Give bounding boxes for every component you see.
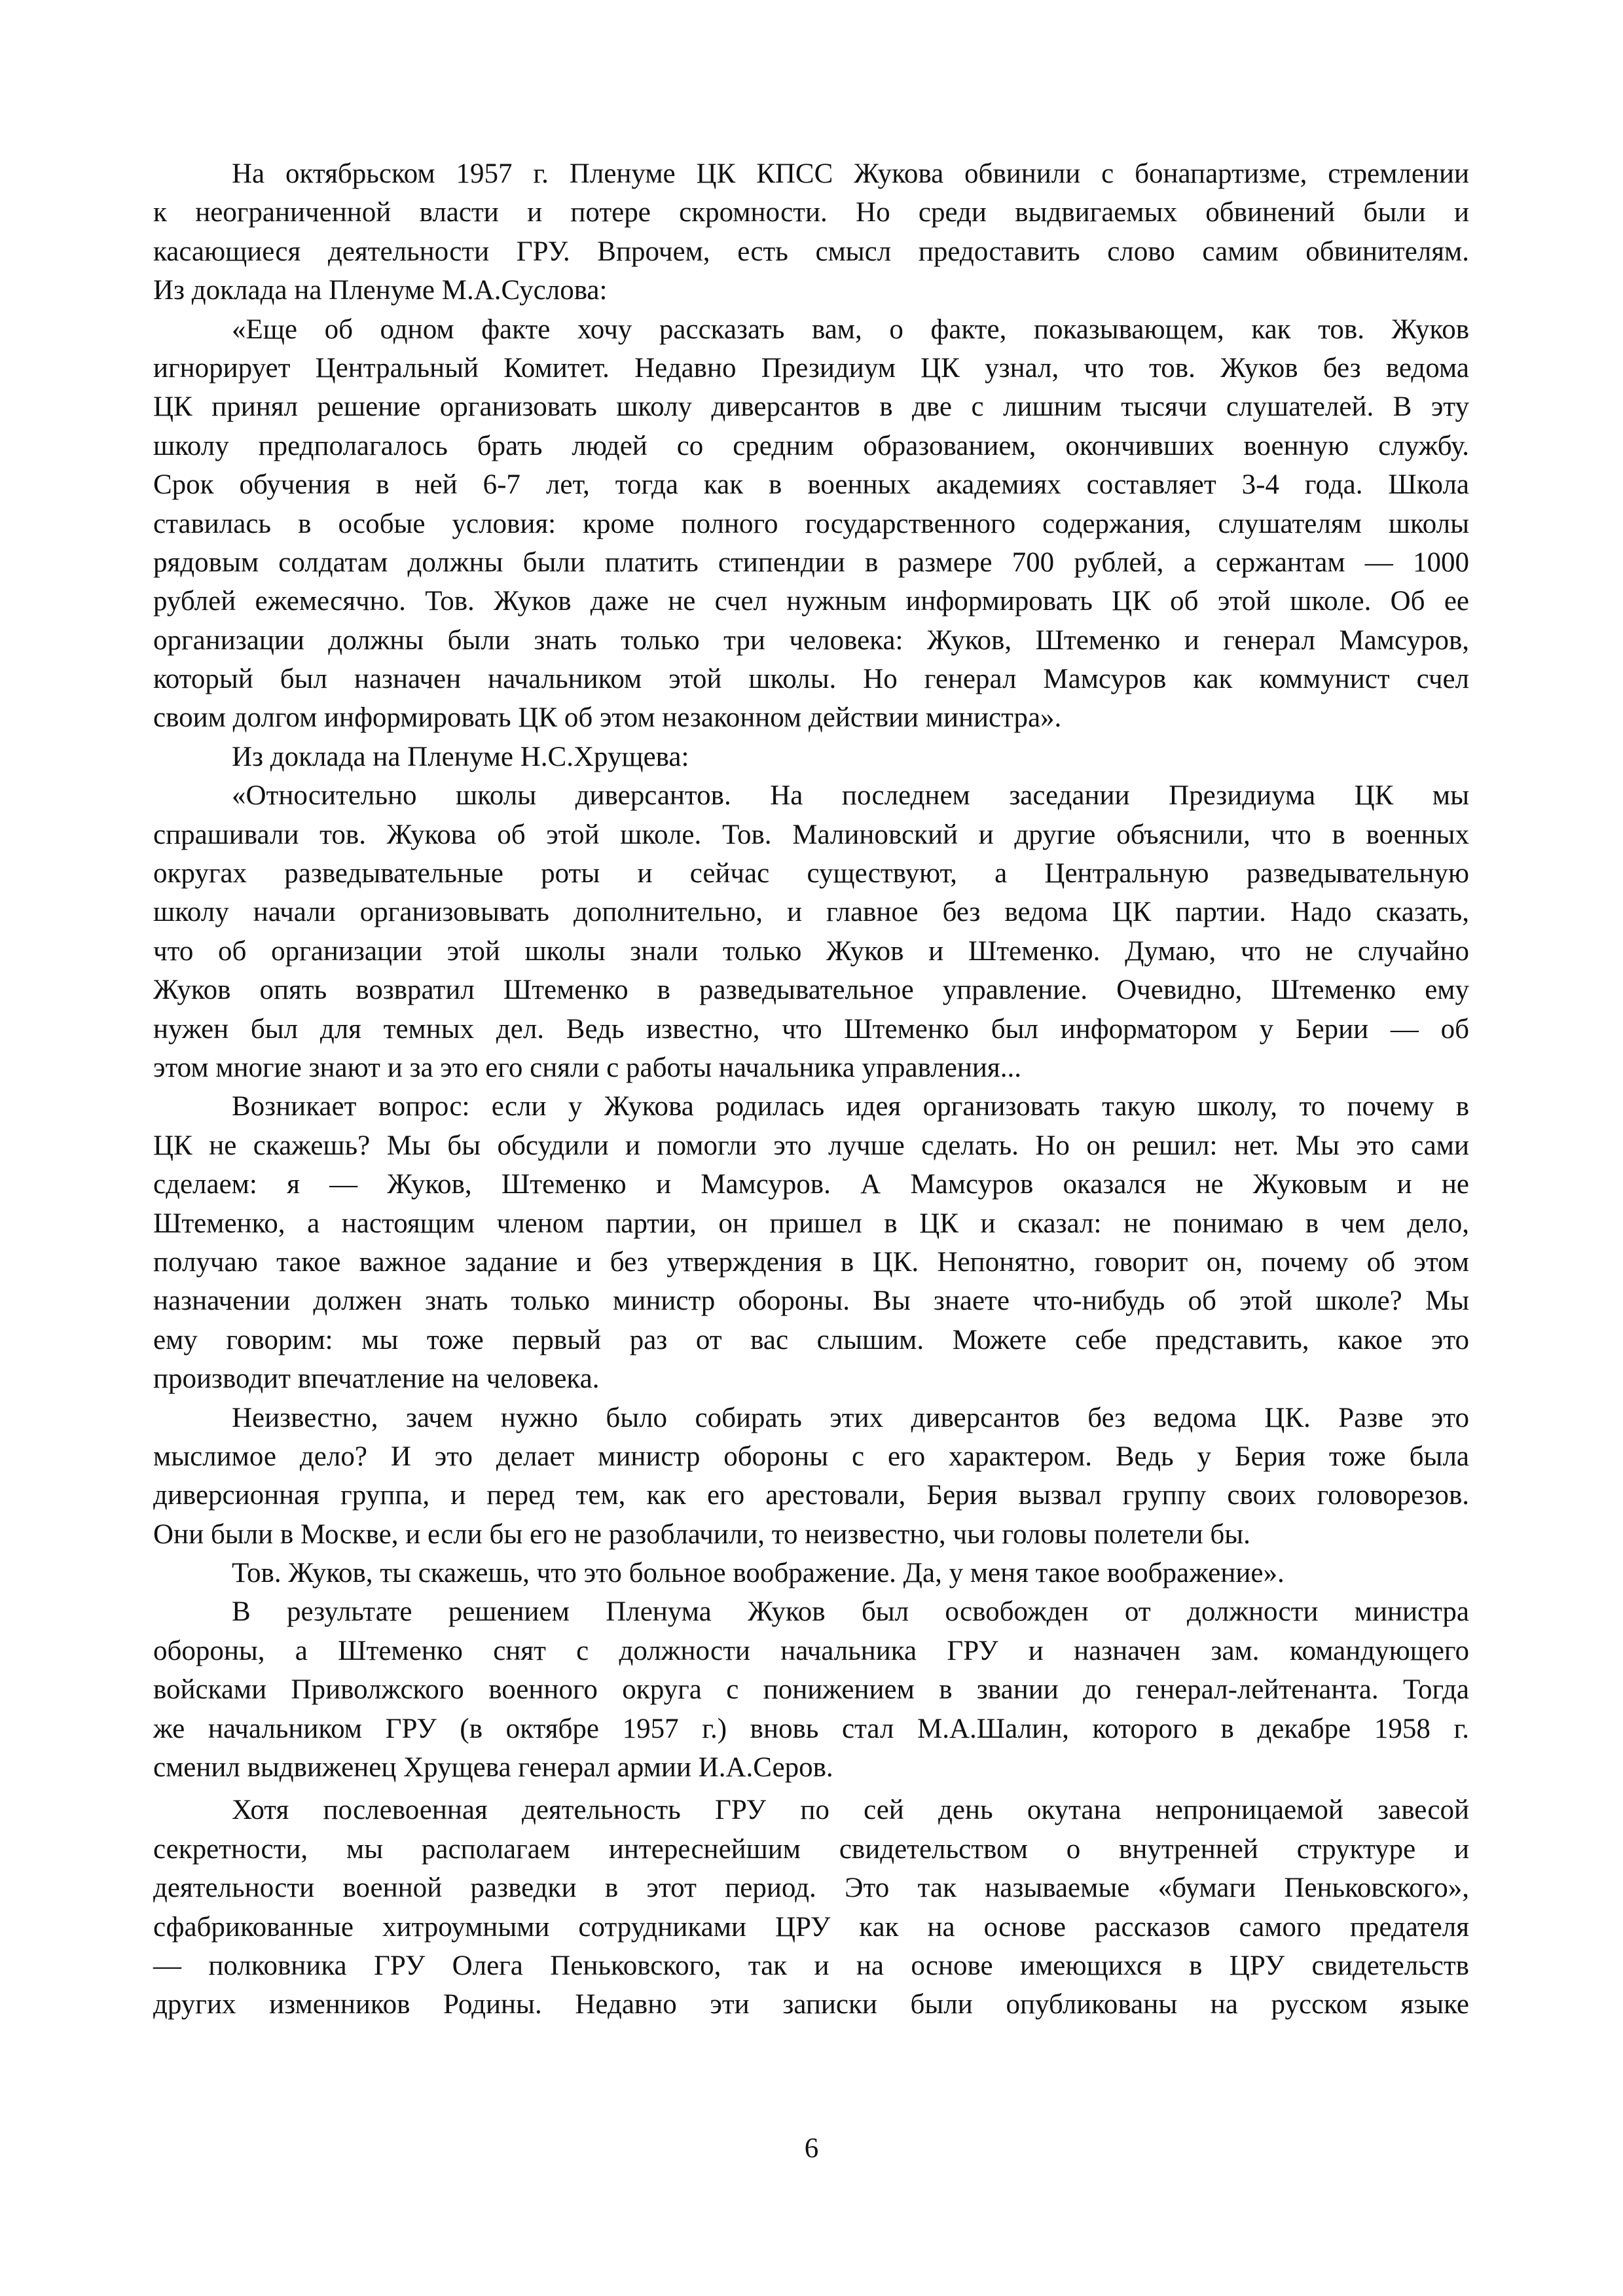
text-line: касающиеся деятельности ГРУ. Впрочем, есть смысл предоставить слово самим обвинителям.: [153, 236, 1469, 267]
text-line: сфабрикованные хитроумными сотрудниками ЦРУ как на основе рассказов самого предателя: [153, 1911, 1469, 1943]
text-line: же начальником ГРУ (в октябре 1957 г.) вновь стал М.А.Шалин, которого в декабре 1958 г.: [153, 1713, 1469, 1744]
body-text: [153, 154, 1469, 2024]
text-line: нужен был для темных дел. Ведь известно, что Штеменко был информатором у Берии — об: [153, 1013, 1469, 1045]
text-line: Срок обучения в ней 6-7 лет, тогда как в военных академиях составляет 3-4 года. Школа: [153, 469, 1469, 501]
text-line: войсками Приволжского военного округа с понижением в звании до генерал-лейтенанта. Тогда: [153, 1674, 1469, 1706]
text-line: ЦК принял решение организовать школу диверсантов в две с лишним тысячи слушателей. В эту: [153, 391, 1469, 423]
text-line: округах разведывательные роты и сейчас существуют, а Центральную разведывательную: [153, 858, 1469, 889]
paragraph: [153, 1592, 1469, 1787]
text-line: секретности, мы располагаем интереснейшим свидетельством о внутренней структуре и: [153, 1833, 1469, 1865]
text-line: На октябрьском 1957 г. Пленуме ЦК КПСС Жукова обвинили с бонапартизме, стремлении: [232, 158, 1469, 189]
paragraph: [153, 1791, 1469, 2024]
text-line: ставилась в особые условия: кроме полного государственного содержания, слушателям школы: [153, 508, 1469, 539]
text-line: — полковника ГРУ Олега Пеньковского, так и на основе имеющихся в ЦРУ свидетельств: [153, 1950, 1469, 1981]
text-line: сменил выдвиженец Хрущева генерал армии И.А.Серов.: [153, 1752, 833, 1784]
text-line: обороны, а Штеменко снят с должности начальника ГРУ и назначен зам. командующего: [153, 1635, 1469, 1666]
text-line: деятельности военной разведки в этот период. Это так называемые «бумаги Пеньковского»,: [153, 1873, 1469, 1904]
paragraph: [153, 776, 1469, 1087]
text-line: Возникает вопрос: если у Жукова родилась идея организовать такую школу, то почему в: [232, 1091, 1469, 1122]
text-line: «Еще об одном факте хочу рассказать вам, о факте, показывающем, как тов. Жуков: [232, 314, 1469, 345]
paragraph: [153, 738, 1469, 776]
text-line: этом многие знают и за это его сняли с работы начальника управления...: [153, 1052, 1021, 1083]
text-line: Из доклада на Пленуме М.А.Суслова:: [153, 275, 608, 306]
text-line: школу начали организовывать дополнительно, и главное без ведома ЦК партии. Надо сказать,: [153, 897, 1469, 928]
text-line: Неизвестно, зачем нужно было собирать этих диверсантов без ведома ЦК. Разве это: [232, 1402, 1469, 1433]
paragraph: [153, 310, 1469, 738]
paragraph: [153, 1399, 1469, 1554]
text-line: мыслимое дело? И это делает министр обороны с его характером. Ведь у Берия тоже была: [153, 1441, 1469, 1472]
text-line: Хотя послевоенная деятельность ГРУ по сей день окутана непроницаемой завесой: [232, 1795, 1469, 1826]
text-line: Тов. Жуков, ты скажешь, что это больное воображение. Да, у меня такое воображение».: [232, 1558, 1285, 1589]
text-line: рядовым солдатам должны были платить стипендии в размере 700 рублей, а сержантам — 1000: [153, 547, 1469, 578]
text-line: к неограниченной власти и потере скромности. Но среди выдвигаемых обвинений были и: [153, 197, 1469, 228]
text-line: организации должны были знать только три человека: Жуков, Штеменко и генерал Мамсуров,: [153, 624, 1469, 656]
text-line: производит впечатление на человека.: [153, 1363, 600, 1395]
page-number: 6: [804, 2133, 819, 2164]
text-line: Из доклада на Пленуме Н.С.Хрущева:: [232, 741, 689, 772]
text-line: других изменников Родины. Недавно эти записки были опубликованы на русском языке: [153, 1989, 1469, 2020]
text-line: Штеменко, а настоящим членом партии, он пришел в ЦК и сказал: не понимаю в чем дело,: [153, 1208, 1469, 1239]
paragraph: [153, 1087, 1469, 1398]
text-line: Жуков опять возвратил Штеменко в разведывательное управление. Очевидно, Штеменко ему: [153, 975, 1469, 1006]
text-line: диверсионная группа, и перед тем, как его арестовали, Берия вызвал группу своих головорезов.: [153, 1480, 1469, 1511]
text-line: который был назначен начальником этой школы. Но генерал Мамсуров как коммунист счел: [153, 664, 1469, 695]
text-line: Они были в Москве, и если бы его не разоблачили, то неизвестно, чьи головы полетели бы.: [153, 1518, 1250, 1550]
paragraph: [153, 1554, 1469, 1592]
text-line: В результате решением Пленума Жуков был освобожден от должности министра: [232, 1596, 1469, 1628]
text-line: что об организации этой школы знали только Жуков и Штеменко. Думаю, что не случайно: [153, 935, 1469, 967]
text-line: своим долгом информировать ЦК об этом незаконном действии министра».: [153, 702, 1062, 734]
text-line: рублей ежемесячно. Тов. Жуков даже не счел нужным информировать ЦК об этой школе. Об ее: [153, 586, 1469, 617]
text-line: игнорирует Центральный Комитет. Недавно Президиум ЦК узнал, что тов. Жуков без ведома: [153, 352, 1469, 384]
text-line: ему говорим: мы тоже первый раз от вас слышим. Можете себе представить, какое это: [153, 1324, 1469, 1355]
text-line: ЦК не скажешь? Мы бы обсудили и помогли это лучше сделать. Но он решил: нет. Мы это сами: [153, 1130, 1469, 1161]
text-line: назначении должен знать только министр обороны. Вы знаете что-нибудь об этой школе? Мы: [153, 1285, 1469, 1317]
text-line: спрашивали тов. Жукова об этой школе. Тов. Малиновский и другие объяснили, что в военных: [153, 819, 1469, 850]
text-line: «Относительно школы диверсантов. На последнем заседании Президиума ЦК мы: [232, 780, 1469, 812]
paragraph: [153, 154, 1469, 310]
text-line: получаю такое важное задание и без утверждения в ЦК. Непонятно, говорит он, почему об этом: [153, 1246, 1469, 1278]
text-line: школу предполагалось брать людей со средним образованием, окончивших военную службу.: [153, 430, 1469, 461]
text-line: сделаем: я — Жуков, Штеменко и Мамсуров. А Мамсуров оказался не Жуковым и не: [153, 1169, 1469, 1200]
